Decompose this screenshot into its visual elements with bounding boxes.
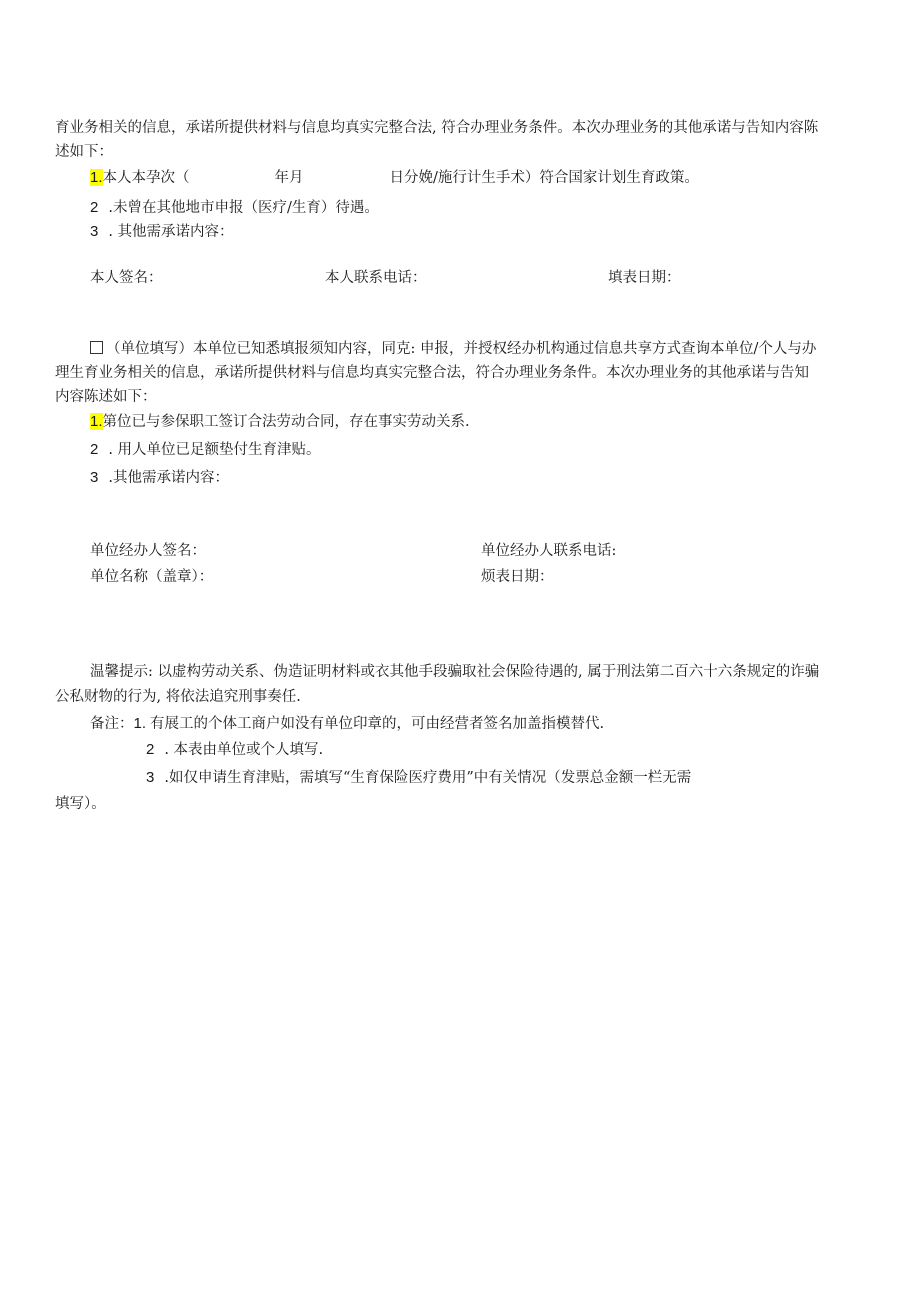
item-number: 3 — [90, 223, 99, 240]
personal-item-1 — [90, 168, 699, 188]
delivery-policy-text: 日分娩/施行计生手术）符合国家计划生育政策。 — [389, 170, 699, 186]
unit-checkbox[interactable] — [90, 341, 103, 354]
unit-item-3 — [90, 468, 229, 488]
item-number: 3 — [146, 769, 155, 786]
unit-checkbox-label: （单位填写）本单位已知悉填报须知内容，同克: 申报，并授权经办机构通过信息共享方式查询本单位/个人与办 — [106, 341, 817, 357]
notice-line2: 公私财物的行为, 将依法追究刑事奏任. — [55, 689, 301, 705]
personal-item-3 — [90, 222, 234, 242]
year-month-label: 年月 — [274, 170, 304, 186]
unit-name-stamp-label: 单位名称（盖章）： — [90, 569, 214, 585]
remark-3-continuation: 填写）。 — [55, 796, 106, 812]
remark-1 — [90, 714, 604, 734]
remark-2 — [146, 740, 323, 760]
unit-handler-signature-label: 单位经办人签名： — [90, 543, 206, 559]
personal-intro-line2: 述如下： — [55, 144, 113, 160]
unit-intro-line1 — [90, 339, 816, 359]
personal-signature-label: 本人签名： — [90, 270, 163, 286]
remarks-label: 备注： — [90, 716, 134, 732]
personal-phone-label: 本人联系电话： — [325, 270, 427, 286]
unit-date-label: 烦表日期： — [481, 569, 554, 585]
personal-item-2 — [90, 198, 379, 218]
personal-date-label: 填表日期： — [608, 270, 681, 286]
item-text: .未曾在其他地市申报（医疗/生育）待遇。 — [108, 200, 379, 216]
item-number: 1. — [90, 169, 103, 186]
remark-3 — [146, 768, 691, 788]
item-number: 1. — [133, 715, 147, 732]
pregnancy-label: 本人本孕次（ — [102, 170, 190, 186]
unit-item-1 — [90, 412, 470, 432]
item-text: . 本表由单位或个人填写. — [164, 742, 324, 758]
item-number: 3 — [90, 469, 99, 486]
item-text: .如仅申请生育津贴，需填写“生育保险医疗费用”中有关情况（发票总金额一栏无需 — [164, 770, 692, 786]
item-number: 2 — [90, 199, 99, 216]
unit-intro-line3: 内容陈述如下： — [55, 389, 157, 405]
item-text: . 用人单位已足额垫付生育津贴。 — [108, 442, 321, 458]
notice-line1: 温馨提示: 以虚构劳动关系、伪造证明材料或衣其他手段骗取社会保险待遇的, 属于刑法第二百六十六条规定的诈骗 — [90, 664, 820, 680]
unit-intro-line2: 理生育业务相关的信息，承诺所提供材料与信息均真实完整合法，符合办理业务条件。本次办理业务的其他承诺与告知 — [55, 365, 809, 381]
unit-handler-phone-label: 单位经办人联系电话: — [481, 543, 617, 559]
item-number: 2 — [90, 441, 99, 458]
item-text: 有展工的个体工商户如没有单位印章的，可由经营者签名加盖指模替代. — [150, 716, 605, 732]
item-text: 第位已与参保职工签订合法劳动合同，存在事实劳动关系. — [102, 414, 470, 430]
item-text: .其他需承诺内容： — [108, 470, 229, 486]
item-text: . 其他需承诺内容： — [108, 224, 234, 240]
item-number: 2 — [146, 741, 155, 758]
unit-item-2 — [90, 440, 321, 460]
personal-intro-line1: 育业务相关的信息，承诺所提供材料与信息均真实完整合法, 符合办理业务条件。本次办理业务的其他承诺与告知内容陈 — [55, 120, 819, 136]
item-number: 1. — [90, 413, 103, 430]
